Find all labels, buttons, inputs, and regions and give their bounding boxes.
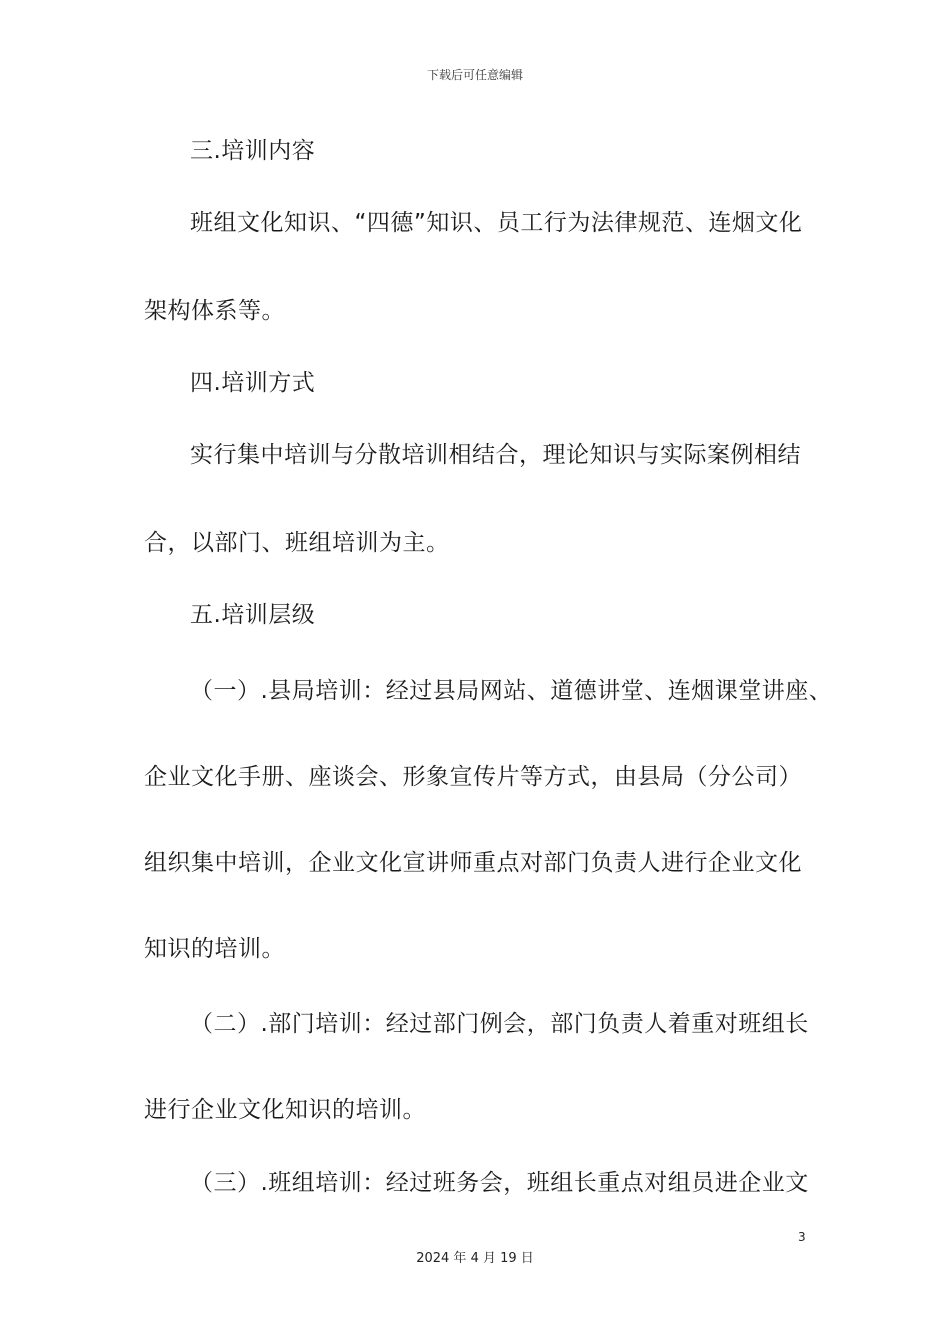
footer-date: 2024 年 4 月 19 日: [416, 1251, 534, 1266]
paragraph-line: 班组文化知识、“四德”知识、员工行为法律规范、连烟文化: [190, 210, 803, 236]
paragraph-line: 知识的培训。: [144, 936, 285, 962]
paragraph-line: 合，以部门、班组培训为主。: [144, 530, 450, 556]
paragraph-line: 实行集中培训与分散培训相结合，理论知识与实际案例相结: [190, 442, 801, 468]
page-number: 3: [798, 1230, 806, 1244]
paragraph-line: （三）.班组培训：经过班务会，班组长重点对组员进企业文: [190, 1170, 809, 1196]
section-heading-5: 五.培训层级: [190, 602, 316, 628]
paragraph-line: （二）.部门培训：经过部门例会，部门负责人着重对班组长: [190, 1011, 809, 1037]
paragraph-line: 组织集中培训，企业文化宣讲师重点对部门负责人进行企业文化: [144, 850, 802, 876]
section-heading-3: 三.培训内容: [190, 138, 316, 164]
paragraph-line: 进行企业文化知识的培训。: [144, 1097, 426, 1123]
paragraph-line: （一）.县局培训：经过县局网站、道德讲堂、连烟课堂讲座、: [190, 678, 833, 704]
paragraph-line: 企业文化手册、座谈会、形象宣传片等方式，由县局（分公司）: [144, 764, 802, 790]
section-heading-4: 四.培训方式: [190, 370, 316, 396]
page-header: 下载后可任意编辑: [426, 68, 523, 82]
paragraph-line: 架构体系等。: [144, 298, 285, 324]
